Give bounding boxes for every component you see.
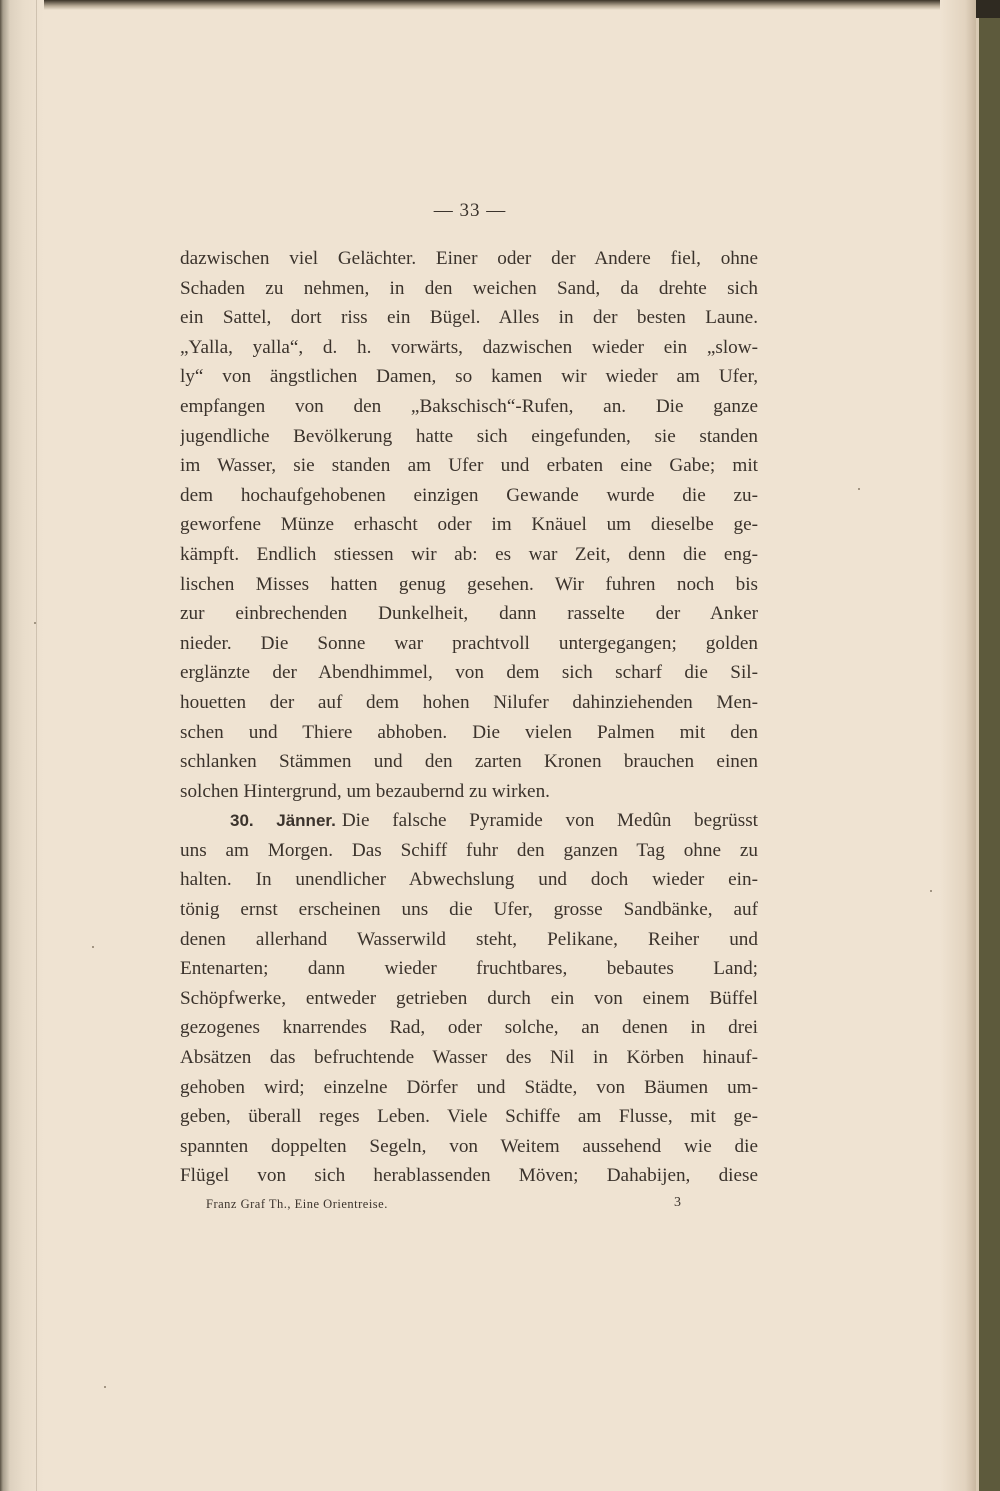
page-right-shadow: [940, 0, 976, 1491]
footer-book-title: Franz Graf Th., Eine Orientreise.: [206, 1197, 388, 1211]
text-line: jugendliche Bevölkerung hatte sich eingefunden, sie standen: [180, 425, 758, 447]
text-line: Schaden zu nehmen, in den weichen Sand, da drehte sich: [180, 277, 758, 299]
section-first-line-text: Die falsche Pyramide von Medûn begrüsst: [341, 810, 758, 832]
text-line: denen allerhand Wasserwild steht, Pelikane, Reiher und: [180, 928, 758, 950]
page-number: — 33 —: [433, 200, 507, 221]
text-line: nieder. Die Sonne war prachtvoll untergegangen; golden: [180, 632, 758, 654]
text-line: Schöpfwerke, entweder getrieben durch ein von einem Büffel: [180, 987, 758, 1009]
text-line: schlanken Stämmen und den zarten Kronen brauchen einen: [180, 751, 758, 773]
text-line: gehoben wird; einzelne Dörfer und Städte, von Bäumen um-: [180, 1076, 758, 1098]
text-line: tönig ernst erscheinen uns die Ufer, grosse Sandbänke, auf: [180, 899, 758, 921]
gutter-line: [36, 0, 37, 1491]
text-line: kämpft. Endlich stiessen wir ab: es war Zeit, denn die eng-: [180, 543, 758, 565]
text-line: dazwischen viel Gelächter. Einer oder der Andere fiel, ohne: [180, 248, 758, 269]
text-line: im Wasser, sie standen am Ufer und erbaten eine Gabe; mit: [180, 455, 758, 477]
section-first-line: [180, 806, 758, 836]
text-line: erglänzte der Abendhimmel, von dem sich scharf die Sil-: [180, 662, 758, 684]
text-line: lischen Misses hatten genug gesehen. Wir fuhren noch bis: [180, 573, 758, 595]
text-line: Entenarten; dann wieder fruchtbares, bebautes Land;: [180, 958, 758, 980]
text-line: halten. In unendlicher Abwechslung und doch wieder ein-: [180, 869, 758, 891]
paper-speck: [858, 488, 860, 490]
text-line: solchen Hintergrund, um bezaubernd zu wirken.: [180, 780, 550, 802]
text-line: Absätzen das befruchtende Wasser des Nil in Körben hinauf-: [180, 1047, 758, 1069]
background-corner: [976, 0, 1000, 18]
paper-speck: [930, 890, 932, 892]
page-gutter-shadow: [0, 0, 44, 1491]
page-top-edge: [0, 0, 1000, 10]
text-line: ly“ von ängstlichen Damen, so kamen wir wieder am Ufer,: [180, 366, 758, 388]
book-cover-edge: [976, 18, 1000, 1491]
paper-speck: [92, 946, 94, 948]
text-line: ein Sattel, dort riss ein Bügel. Alles in der besten Laune.: [180, 307, 758, 329]
text-line: empfangen von den „Bakschisch“-Rufen, an. Die ganze: [180, 395, 758, 417]
text-line: Flügel von sich herablassenden Möven; Dahabijen, diese: [180, 1165, 758, 1187]
paper-speck: [104, 1386, 106, 1388]
text-line: „Yalla, yalla“, d. h. vorwärts, dazwischen wieder ein „slow-: [180, 336, 758, 358]
text-line: spannten doppelten Segeln, von Weitem aussehend wie die: [180, 1135, 758, 1157]
paper-speck: [34, 622, 36, 624]
text-line: houetten der auf dem hohen Nilufer dahinziehenden Men-: [180, 691, 758, 713]
text-line: uns am Morgen. Das Schiff fuhr den ganzen Tag ohne zu: [180, 839, 758, 861]
text-line: zur einbrechenden Dunkelheit, dann rasselte der Anker: [180, 603, 758, 625]
text-line: geben, überall reges Leben. Viele Schiffe am Flusse, mit ge-: [180, 1106, 758, 1128]
body-text: [180, 244, 758, 1191]
section-date-heading: 30. Jänner.: [230, 811, 336, 831]
text-line: schen und Thiere abhoben. Die vielen Palmen mit den: [180, 721, 758, 743]
text-line: dem hochaufgehobenen einzigen Gewande wurde die zu-: [180, 484, 758, 506]
text-line: geworfene Münze erhascht oder im Knäuel um dieselbe ge-: [180, 514, 758, 536]
text-line: gezogenes knarrendes Rad, oder solche, an denen in drei: [180, 1017, 758, 1039]
signature-mark: 3: [674, 1195, 681, 1210]
